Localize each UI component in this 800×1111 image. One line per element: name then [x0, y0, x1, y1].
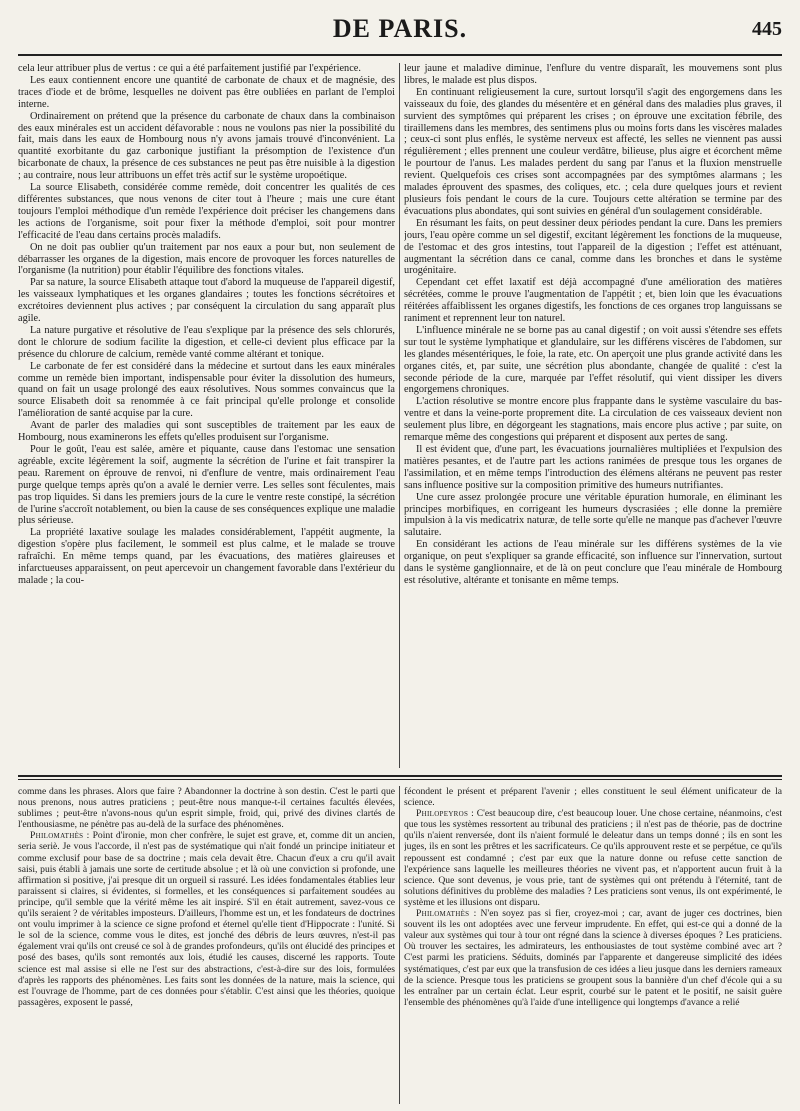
dialogue-text: Point d'ironie, mon cher confrère, le sujet est grave, et, comme dit un ancien, seria seriè. Je vous l'accorde, il n'est pas de systématique qui n'ait fondé un principe initiateur et comme exclusif pour base de sa doctrine ; mais cela devait être. Chacun d'eux a cru qu'il avait saisi, puis établi à jamais une sorte de certitude absolue ; et là où une conviction si profonde, une affirmation si positive, j'ai presque dit un orgueil si rassuré. Les idées fondamentales établies leur paraissent si claires, si évidentes, si formelles, et les conséquences si parfaitement soudées au principe, qu'il semble que la vérité même les ait inspiré. S'il en était autrement, savez-vous ce qu'ils seraient ? de véritables imposteurs. D'ailleurs, l'homme est un, et les fondateurs de doctrines ont voulu imprimer à la science ce signe profond et éternel qu'elle tient d'Hippocrate : l'unité. Si le sol de la science, comme vous le dites, est jonché des débris de leurs œuvres, n'est-il pas également vrai qu'ils ont creusé ce sol à de grandes profondeurs, qu'ils ont élucidé des principes et posé des bases, qu'ils sont remontés aux lois, étudié les causes, discerné les rapports. Toute science est mal assise si elle ne l'est sur des abstractions, c'est-à-dire sur des lois, formulées d'après les rapports des phénomènes. Les faits sont les données de la nature, mais la science, qui est l'ouvrage de l'homme, part de ces données pour s'établir. C'est ainsi que les théories, quoique passagères, exposent le passé, — [18, 830, 395, 1008]
paragraph: La nature purgative et résolutive de l'eau s'explique par la présence des sels chlorurés, dont le chlorure de sodium facilite la digestion, et celle-ci devient plus efficace par la présence du chlorure de calcium, remède vanté comme altérant et tonique. — [18, 324, 395, 360]
paragraph: Une cure assez prolongée procure une véritable épuration humorale, en éliminant les principes morbifiques, en corrigeant les humeurs dyscrasiées ; elle donne la première impulsion à la vis medicatrix naturæ, de telle sorte qu'elle ne manque pas d'achever l'œuvre salutaire. — [404, 491, 782, 539]
section-separator — [18, 775, 782, 777]
dialogue-text: fécondent le présent et préparent l'avenir ; elles constituent le seul élément unificateur de la science. — [404, 786, 782, 809]
paragraph: En considérant les actions de l'eau minérale sur les différens systèmes de la vie organique, on peut s'expliquer sa grande efficacité, son influence sur l'innervation, surtout dans le système ganglionnaire, et de là on peut conclure que l'eau minérale de Hombourg est résolutive, altérante et tonisante en même temps. — [404, 539, 782, 586]
paragraph: L'action résolutive se montre encore plus frappante dans le système vasculaire du bas-ventre et dans la veine-porte proprement dite. La circulation de ces vaisseaux devient non seulement plus libre, en dégorgeant les stagnations, mais encore plus active ; par suite, on remarque même des congestions qui préparent et disposent aux pertes de sang. — [404, 396, 782, 444]
dialogue-paragraph — [18, 786, 395, 830]
page-number: 445 — [752, 18, 782, 40]
paragraph: Ordinairement on prétend que la présence du carbonate de chaux dans la combinaison des eaux minérales est un accident défavorable : nous ne voulons pas nier la possibilité du fait, mais dans les eaux de Hombourg nous n'y avons jamais trouvé d'inconvénient. La quantité exorbitante du gaz carbonique justifiant la présomption de l'existence d'un bicarbonate de chaux, la présence de ces substances ne peut pas être nuisible à la digestion ; au contraire, nous leur attribuons un effet très actif sur le système uropoétique. — [18, 110, 395, 182]
page-header — [18, 4, 782, 60]
speaker-name: Philomathès : — [416, 908, 477, 920]
dialogue-paragraph — [18, 830, 395, 1008]
paragraph: Pour le goût, l'eau est salée, amère et piquante, cause dans l'estomac une sensation agréable, excite légèrement la soif, augmente la sécrétion de l'urine et fait transpirer la peau. Rarement on éprouve de renvoi, ni d'enflure de ventre, mais ordinairement l'eau purge quelque temps après qu'on a avalé le dernier verre. Les selles sont féculentes, mais pas trop liquides. Si dans les premiers jours de la cure le ventre reste constipé, la sécrétion de l'urine s'accroît notablement, ou bien la cause de ses conséquences explique une maladie plus sérieuse. — [18, 444, 395, 527]
paragraph: Le carbonate de fer est considéré dans la médecine et surtout dans les eaux minérales comme un remède bien important, indispensable pour éviter la dissolution des humeurs, quand on fait un usage prolongé des eaux résolutives. Nous sommes convaincus que la source Elisabeth doit sa renommée à ce fait principal qu'elle prolonge et consolide l'amélioration de santé acquise par la cure. — [18, 360, 395, 420]
dialogue-text: C'est beaucoup dire, c'est beaucoup louer. Une chose certaine, néanmoins, c'est que tous les systèmes ressortent au tribunal des praticiens ; il n'est pas de théorie, pas de doctrine qu'ils n'aient renversée, dont ils n'aient formulé le deleatur dans un temps donné ; ils en sont les juges, ils en sont les prêtres et les sacrificateurs. Ce qu'ils approuvent reste et se perpétue, ce qu'ils repoussent est condamné ; c'est par eux que la nature donne ou refuse cette sanction de l'expérience sans laquelle les meilleures théories ne vivent pas, et n'apportent aucun fruit à la science. Que sont devenus, je vous prie, tant de systèmes qui ont prétendu à l'éternité, tant de solutions définitives du problème des maladies ? Les praticiens sont venus, ils ont expérimenté, le système et les illusions ont disparu. — [404, 808, 782, 908]
column-divider-bottom — [399, 786, 400, 1104]
paragraph: cela leur attribuer plus de vertus : ce qui a été parfaitement justifié par l'expérience. — [18, 63, 361, 74]
paragraph: La propriété laxative soulage les malades considérablement, l'appétit augmente, la digestion s'opère plus facilement, le sommeil est plus calme, et le malade se trouve rafraîchi. En même temps quand, par les évacuations, des matières glaireuses et infarctueuses apparaissent, on peut apercevoir un changement favorable dans l'extérieur du malade ; la cou- — [18, 527, 395, 586]
paragraph: En résumant les faits, on peut dessiner deux périodes pendant la cure. Dans les premiers jours, l'eau opère comme un sel digestif, excitant légèrement les fonctions de la muqueuse, de l'estomac et des gros intestins, tout l'appareil de la digestion ; l'effet est atténuant, augmentant la sécrétion dans ce canal, comme dans les bronches et dans le système urogénitaire. — [404, 217, 782, 277]
article-column-left — [18, 63, 395, 770]
section-separator-thin — [18, 779, 782, 780]
dialogue-paragraph — [404, 808, 782, 908]
paragraph: En continuant religieusement la cure, surtout lorsqu'il s'agit des engorgemens dans les vaisseaux du foie, des glandes du mésentère et en général dans des maladies plus graves, il survient des symptômes qui préparent les crises ; on éprouve une excitation fébrile, des tiraillemens dans les membres, des sentimens plus ou moins forts dans les viscères malades ; ceux-ci sont plus enflés, le système nerveux est affecté, les selles ne viennent pas aussi régulièrement ; elles prennent une couleur verdâtre, bilieuse, plus aigre et écorchent même le pourtour de l'anus. Les malades perdent du sang par l'anus et la fluxion menstruelle revient. Quelquefois ces crises sont accompagnées par des symptômes alarmans ; les malades éprouvent des spasmes, des coliques, etc. ; cela dure quelques jours et revient plusieurs fois pendant le cours de la cure. Toujours cette altération se termine par des évacuations plus abondates, qui sont suivies en général d'un soulagement considérable. — [404, 86, 782, 217]
paragraph: On ne doit pas oublier qu'un traitement par nos eaux a pour but, non seulement de débarrasser les organes de la digestion, mais encore de provoquer les forces naturelles de l'organisme (la nutrition) pour établir l'équilibre des fonctions vitales. — [18, 241, 395, 277]
column-divider — [399, 63, 400, 768]
dialogue-text: N'en soyez pas si fier, croyez-moi ; car, avant de juger ces doctrines, bien souvent ils les ont adoptées avec une ferveur imprudente. En effet, qui est-ce qui a donné de la valeur aux systèmes qui tour à tour ont régné dans la science à diverses époques ? Les praticiens. Où trouver les sectaires, les admirateurs, les enthousiastes de tout système combiné avec art ? C'est parmi les praticiens. Séduits, dominés par l'apparente et dangereuse simplicité des idées systématiques, c'est par eux que la transfusion de ces idées a lieu jusque dans les derniers rameaux de la science. Presque tous les praticiens se groupent sous la bannière d'un chef d'école qui a su les entraîner par un certain éclat. Leur esprit, courbé sur le patent et le positif, ne saisit guère l'ensemble des phénomènes qu'à l'aide d'une intelligence qui longtemps d'avance a relié — [404, 908, 782, 1008]
paragraph: Avant de parler des maladies qui sont susceptibles de traitement par les eaux de Hombourg, nous examinerons les effets qu'elles produisent sur l'organisme. — [18, 420, 395, 444]
paragraph: Les eaux contiennent encore une quantité de carbonate de chaux et de magnésie, des traces d'iode et de brôme, lesquelles ne doivent pas être oubliées en parlant de l'emploi interne. — [18, 74, 395, 110]
dialogue-paragraph — [404, 786, 782, 808]
paragraph: Il est évident que, d'une part, les évacuations journalières multipliées et l'expulsion des matières pesantes, et de l'autre part les actions ranimées de presque tous les organes de l'assimilation, et en même temps l'introduction des élémens altérans ne peuvent pas rester sans influence positive sur la composition primitive des humeurs nutrifiantes. — [404, 444, 782, 491]
paragraph: Cependant cet effet laxatif est déjà accompagné d'une amélioration des matières sécrétées, comme le prouve l'augmentation de l'appétit ; et, bien loin que les évacuations réitérées affaiblissent les organes digestifs, les fonctions de ces organes trop languissans se raniment et reprennent leur ton naturel. — [404, 277, 782, 325]
dialogue-column-right — [404, 786, 782, 1104]
paragraph: Par sa nature, la source Elisabeth attaque tout d'abord la muqueuse de l'appareil digestif, les vaisseaux lymphatiques et les organes glandaires ; toutes les fonctions sécrétoires et excrétoires deviennent plus actives ; par conséquent la circulation du sang apparaît plus agile. — [18, 277, 395, 325]
speaker-name: Philomathès : — [30, 830, 90, 842]
header-rule — [18, 54, 782, 56]
speaker-name: Philopeyros : — [416, 808, 475, 820]
paragraph: L'influence minérale ne se borne pas au canal digestif ; on voit aussi s'étendre ses effets sur tout le système lymphatique et glandulaire, sur les différens viscères de l'abdomen, sur les glandes mésentériques, le foie, la rate, etc. On aperçoit une plus grande activité dans les organes cités, et, par suite, une sécrétion plus abondante, changée de qualité : c'est la seconde période de la cure, marquée par l'effet résolutif, qui vient dissiper les divers engorgemens chroniques. — [404, 324, 782, 396]
paragraph: La source Elisabeth, considérée comme remède, doit concentrer les qualités de ces différentes substances, que nous venons de citer tout à l'heure ; mais une cure étant toujours l'emploi méthodique d'un remède l'expérience doit préciser les changemens dans les actions de l'organisme, soit pour fixer la méthode d'emploi, soit pour montrer l'efficacité de l'eau dans certains procès maladifs. — [18, 182, 395, 241]
dialogue-column-left — [18, 786, 395, 1104]
dialogue-paragraph — [404, 908, 782, 1008]
masthead-title: DE PARIS. — [332, 14, 468, 43]
paragraph: leur jaune et maladive diminue, l'enflure du ventre disparaît, les mouvemens sont plus libres, le malade est plus dispos. — [404, 63, 782, 86]
article-column-right — [404, 63, 782, 770]
dialogue-text: comme dans les phrases. Alors que faire ? Abandonner la doctrine à son destin. C'est le parti que nous prenons, nous autres praticiens ; peut-être nous manque-t-il certaines facultés élevées, sublimes ; peut-être n'avons-nous qu'un esprit simple, froid, qui, privé des divines clartés de l'enthousiasme, ne pénètre pas au-delà de la surface des phénomènes. — [18, 786, 395, 831]
